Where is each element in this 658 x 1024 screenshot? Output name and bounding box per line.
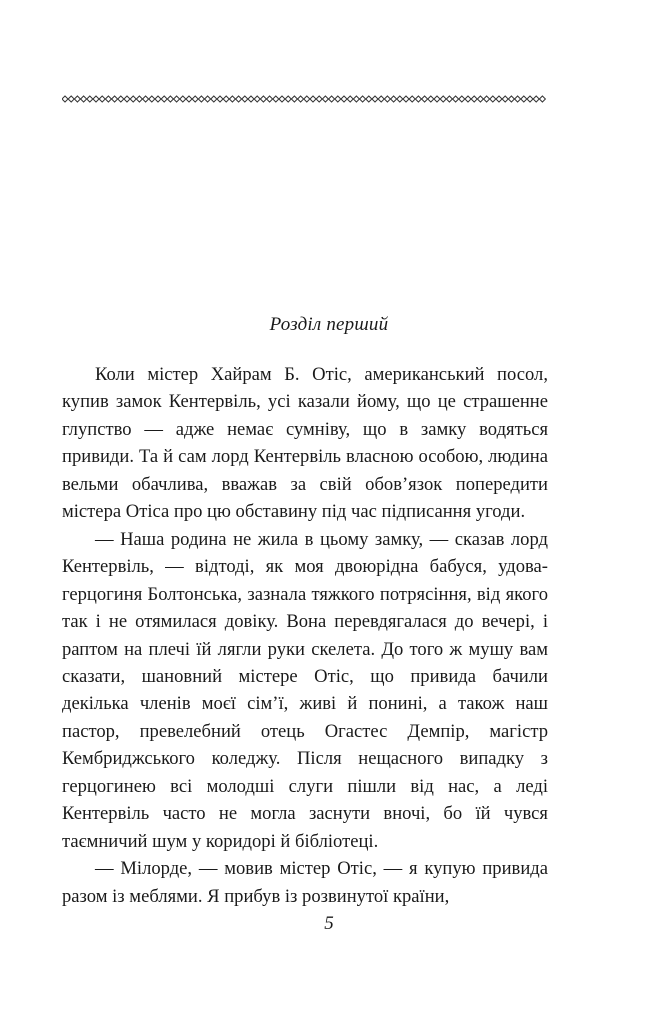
ornament-diamond [422, 96, 428, 102]
ornament-diamond [118, 96, 124, 102]
ornament-diamond [267, 96, 273, 102]
ornament-diamond [242, 96, 248, 102]
ornament-diamond [279, 96, 285, 102]
ornament-diamond [180, 96, 186, 102]
ornament-diamond [403, 96, 409, 102]
ornament-diamond [211, 96, 217, 102]
ornament-diamond [434, 96, 440, 102]
ornament-diamond [409, 96, 415, 102]
ornament-diamond [81, 96, 87, 102]
ornament-diamond [428, 96, 434, 102]
ornament-diamond [298, 96, 304, 102]
ornament-diamond [285, 96, 291, 102]
ornament-diamond [360, 96, 366, 102]
ornament-diamond [186, 96, 192, 102]
body-text [62, 361, 548, 910]
ornament-diamond [341, 96, 347, 102]
chapter-title: Розділ перший [269, 314, 389, 335]
ornament-diamond [446, 96, 452, 102]
ornament-diamond [87, 96, 93, 102]
ornament-diamond [248, 96, 254, 102]
ornament-diamond [329, 96, 335, 102]
ornament-diamond [310, 96, 316, 102]
ornament-diamond [527, 96, 533, 102]
ornament-diamond [415, 96, 421, 102]
ornament-diamond [273, 96, 279, 102]
ornament-diamond [93, 96, 99, 102]
paragraph-3: — Мілорде, — мовив містер Отіс, — я купую привида разом із меблями. Я прибув із розвинутої країни, [62, 858, 548, 907]
ornament-diamond [477, 96, 483, 102]
ornament-diamond [484, 96, 490, 102]
ornament-diamond [105, 96, 111, 102]
ornament-diamond [533, 96, 539, 102]
page-number: 5 [324, 913, 334, 934]
ornament-diamond [347, 96, 353, 102]
ornament-diamond [136, 96, 142, 102]
ornament-diamond [74, 96, 80, 102]
ornament-diamond [391, 96, 397, 102]
ornament-diamond [124, 96, 130, 102]
ornament-diamond [440, 96, 446, 102]
ornament-diamond [192, 96, 198, 102]
ornament-diamond [236, 96, 242, 102]
ornament-diamond [335, 96, 341, 102]
ornament-diamond [459, 96, 465, 102]
ornament-diamond [465, 96, 471, 102]
ornament-diamond [508, 96, 514, 102]
ornament-diamond [291, 96, 297, 102]
ornament-diamond [378, 96, 384, 102]
ornament-diamond [143, 96, 149, 102]
ornament-diamond [155, 96, 161, 102]
ornament-diamond [515, 96, 521, 102]
ornament-diamond [322, 96, 328, 102]
ornament-diamond [229, 96, 235, 102]
ornament-diamond [112, 96, 118, 102]
decorative-ornament-border [62, 93, 548, 105]
ornament-diamond [502, 96, 508, 102]
ornament-diamond [304, 96, 310, 102]
ornament-diamond [167, 96, 173, 102]
ornament-diamond [353, 96, 359, 102]
ornament-diamond [490, 96, 496, 102]
ornament-diamond [217, 96, 223, 102]
ornament-diamond [68, 96, 74, 102]
ornament-diamond [254, 96, 260, 102]
ornament-diamond [62, 96, 68, 102]
ornament-diamond [130, 96, 136, 102]
ornament-diamond [366, 96, 372, 102]
ornament-diamond [521, 96, 527, 102]
ornament-diamond [397, 96, 403, 102]
ornament-diamond [471, 96, 477, 102]
paragraph-1: Коли містер Хайрам Б. Отіс, американський посол, купив замок Кентервіль, усі казали йому, що це страшенне глупство — адже немає сумніву, що в замку водяться привиди. Та й сам лорд Кентервіль власною особою, людина вельми обачлива, вважав за свій обов’язок попередити містера Отіса про цю обставину під час підписання угоди. [62, 364, 548, 523]
ornament-diamond [205, 96, 211, 102]
ornament-diamond [316, 96, 322, 102]
ornament-diamond [149, 96, 155, 102]
ornament-diamond [372, 96, 378, 102]
ornament-diamond [453, 96, 459, 102]
ornament-diamond [260, 96, 266, 102]
ornament-diamond [174, 96, 180, 102]
ornament-diamond [223, 96, 229, 102]
ornament-diamond [198, 96, 204, 102]
paragraph-2: — Наша родина не жила в цьому замку, — сказав лорд Кентервіль, — відтоді, як моя двоюрідна бабуся, удова-герцогиня Болтонська, зазнала тяжкого потрясіння, від якого так і не отямилася довіку. Вона перевдягалася до вечері, і раптом на плечі їй лягли руки скелета. До того ж мушу вам сказати, шановний містере Отіс, що привида бачили декілька членів моєї сім’ї, живі й понині, а також наш пастор, превелебний отець Огастес Демпір, магістр Кембриджського коледжу. Після нещасного випадку з герцогинею всі молодші слуги пішли від нас, а леді Кентервіль часто не могла заснути вночі, бо їй чувся таємничий шум у коридорі й бібліотеці. [62, 528, 548, 852]
ornament-diamond [161, 96, 167, 102]
ornament-diamond [539, 96, 545, 102]
ornament-diamond [384, 96, 390, 102]
ornament-diamond [496, 96, 502, 102]
ornament-diamond [99, 96, 105, 102]
